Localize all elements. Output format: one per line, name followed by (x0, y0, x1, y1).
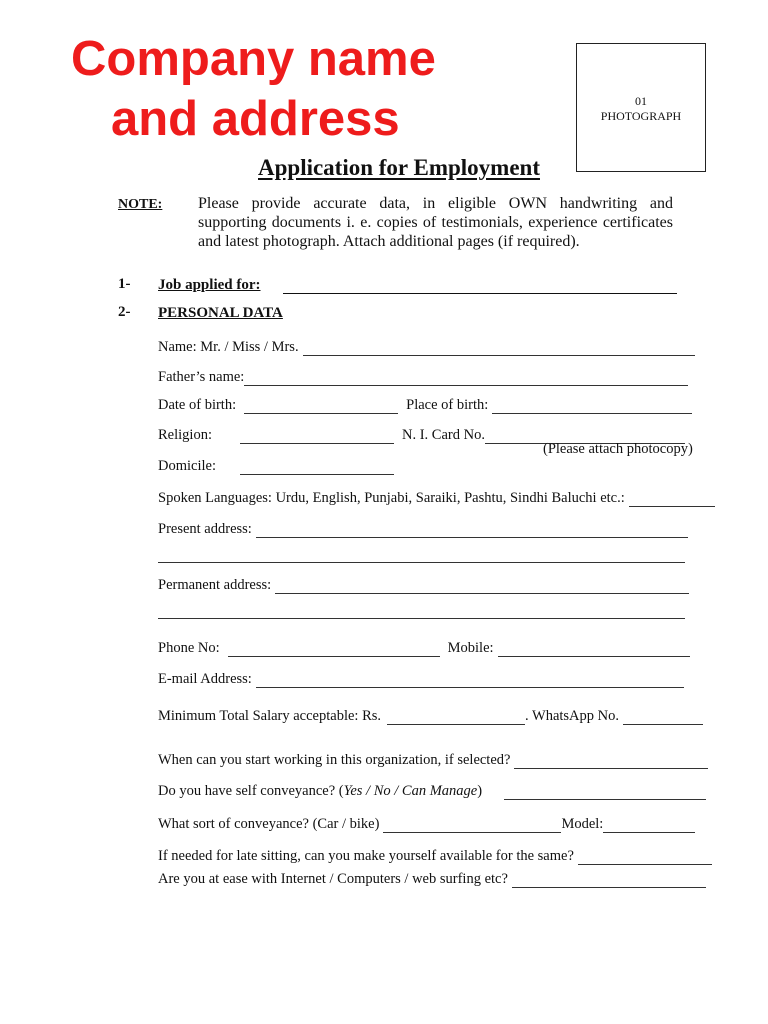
domicile-field[interactable] (240, 461, 394, 475)
father-field[interactable] (244, 372, 688, 386)
personal-data-heading: PERSONAL DATA (158, 305, 283, 321)
conveyance-sort-label: What sort of conveyance? (Car / bike) (158, 816, 380, 832)
salary-row (158, 707, 707, 725)
model-label: Model: (561, 816, 604, 832)
late-sitting-label: If needed for late sitting, can you make yourself available for the same? (158, 848, 574, 864)
email-label: E-mail Address: (158, 671, 252, 687)
job-applied-row (158, 276, 681, 294)
salary-field[interactable] (387, 711, 525, 725)
mobile-label: Mobile: (447, 640, 494, 656)
start-working-label: When can you start working in this organization, if selected? (158, 752, 511, 768)
conveyance-label (158, 782, 482, 800)
internet-field[interactable] (512, 874, 706, 888)
email-field[interactable] (256, 674, 684, 688)
conveyance-field[interactable] (504, 786, 706, 800)
company-name-line: Company name (71, 32, 436, 86)
note-label: NOTE: (118, 197, 163, 212)
present-address-field[interactable] (256, 524, 688, 538)
conveyance-row (158, 782, 710, 800)
name-label: Name: Mr. / Miss / Mrs. (158, 339, 299, 355)
salary-label: Minimum Total Salary acceptable: Rs. (158, 708, 382, 724)
company-address-line: and address (111, 92, 400, 146)
email-row (158, 670, 688, 688)
dob-field[interactable] (244, 400, 398, 414)
late-sitting-row (158, 847, 716, 865)
religion-label: Religion: (158, 427, 212, 443)
photograph-box[interactable] (576, 43, 706, 172)
phone-row (158, 639, 694, 657)
internet-label: Are you at ease with Internet / Computers / web surfing etc? (158, 871, 508, 887)
languages-field[interactable] (629, 493, 715, 507)
internet-row (158, 870, 710, 888)
permanent-address-field[interactable] (275, 580, 689, 594)
nic-label: N. I. Card No. (402, 427, 485, 443)
languages-label: Spoken Languages: Urdu, English, Punjabi, Saraiki, Pashtu, Sindhi Baluchi etc.: (158, 490, 625, 506)
permanent-address-row (158, 576, 693, 594)
conveyance-options: Yes / No / Can Manage (343, 783, 478, 799)
job-applied-label: Job applied for: (158, 277, 261, 293)
domicile-label: Domicile: (158, 458, 216, 474)
father-row (158, 368, 692, 386)
section-1-number: 1- (118, 276, 131, 292)
mobile-field[interactable] (498, 643, 690, 657)
present-address-line-2[interactable] (158, 562, 685, 563)
personal-data-heading-row (158, 304, 283, 322)
birth-row (158, 396, 696, 414)
whatsapp-field[interactable] (623, 711, 703, 725)
conveyance-sort-field[interactable] (383, 819, 561, 833)
form-title: Application for Employment (258, 155, 540, 180)
pob-field[interactable] (492, 400, 692, 414)
conveyance-sort-row (158, 815, 699, 833)
nic-photocopy-note: (Please attach photocopy) (543, 441, 693, 457)
religion-field[interactable] (240, 430, 394, 444)
name-row (158, 338, 699, 356)
conveyance-close: ) (477, 783, 483, 799)
domicile-row (158, 457, 398, 475)
model-field[interactable] (603, 819, 695, 833)
late-sitting-field[interactable] (578, 851, 712, 865)
photo-label: PHOTOGRAPH (600, 109, 682, 123)
present-address-label: Present address: (158, 521, 252, 537)
dob-label: Date of birth: (158, 397, 237, 413)
present-address-row (158, 520, 692, 538)
phone-field[interactable] (228, 643, 440, 657)
job-applied-field[interactable] (283, 280, 677, 294)
name-field[interactable] (303, 342, 695, 356)
note-text: Please provide accurate data, in eligible OWN handwriting and supporting documents i. e. copies of testimonials, experience certificates and latest photograph. Attach additional pages (if required). (198, 195, 673, 250)
permanent-address-line-2[interactable] (158, 618, 685, 619)
conveyance-question: Do you have self conveyance? ( (158, 783, 344, 799)
start-working-field[interactable] (514, 755, 708, 769)
photo-number: 01 (635, 94, 647, 108)
permanent-address-label: Permanent address: (158, 577, 272, 593)
pob-label: Place of birth: (406, 397, 489, 413)
languages-row (158, 489, 719, 507)
whatsapp-label: . WhatsApp No. (525, 708, 619, 724)
father-label: Father’s name: (158, 369, 245, 385)
section-2-number: 2- (118, 304, 131, 320)
start-working-row (158, 751, 712, 769)
phone-label: Phone No: (158, 640, 220, 656)
